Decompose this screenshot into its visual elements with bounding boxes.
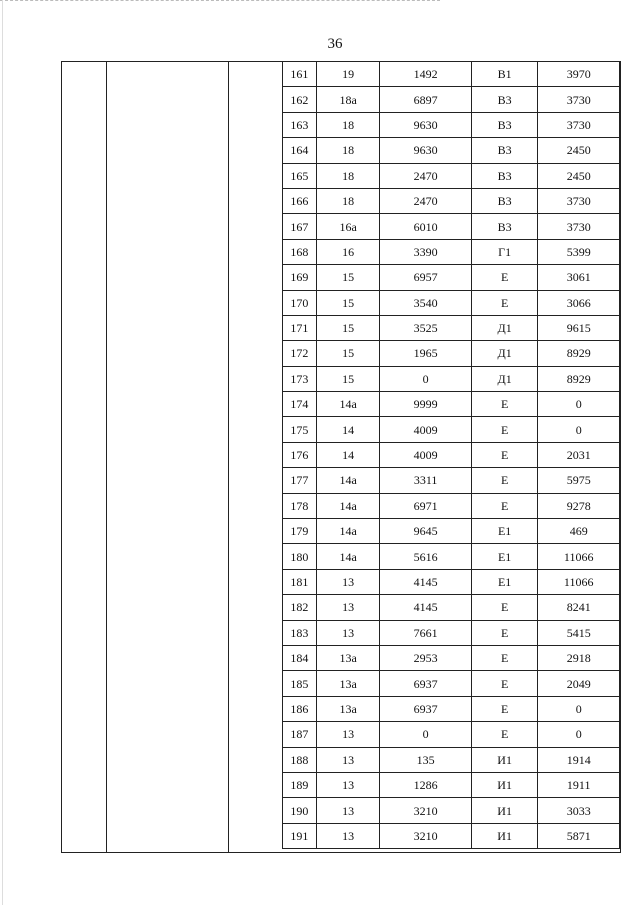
col-2-code: 15 xyxy=(316,366,380,391)
empty-column-divider-1 xyxy=(106,62,107,852)
col-4-category: Е xyxy=(471,671,538,696)
col-4-category: И1 xyxy=(471,798,538,823)
table-row xyxy=(283,163,620,188)
col-5-value: 0 xyxy=(538,722,620,747)
col-2-code: 13а xyxy=(316,696,380,721)
col-3-value: 9645 xyxy=(380,519,471,544)
row-number: 179 xyxy=(283,519,317,544)
scan-edge-top xyxy=(0,0,440,1)
col-5-value: 2918 xyxy=(538,645,620,670)
col-4-category: Е xyxy=(471,696,538,721)
row-number: 187 xyxy=(283,722,317,747)
col-2-code: 18а xyxy=(316,87,380,112)
col-3-value: 3540 xyxy=(380,290,471,315)
col-5-value: 3730 xyxy=(538,188,620,213)
col-3-value: 6971 xyxy=(380,493,471,518)
col-5-value: 0 xyxy=(538,392,620,417)
table-row xyxy=(283,823,620,848)
col-5-value: 3066 xyxy=(538,290,620,315)
col-2-code: 13 xyxy=(316,798,380,823)
table-row xyxy=(283,595,620,620)
col-5-value: 0 xyxy=(538,417,620,442)
table-row xyxy=(283,696,620,721)
col-2-code: 15 xyxy=(316,290,380,315)
col-3-value: 2470 xyxy=(380,188,471,213)
row-number: 165 xyxy=(283,163,317,188)
col-4-category: В3 xyxy=(471,112,538,137)
col-4-category: И1 xyxy=(471,747,538,772)
col-5-value: 2450 xyxy=(538,163,620,188)
table-frame xyxy=(61,61,621,853)
col-2-code: 18 xyxy=(316,188,380,213)
col-2-code: 14а xyxy=(316,544,380,569)
col-3-value: 1286 xyxy=(380,772,471,797)
col-4-category: Е xyxy=(471,417,538,442)
table-row xyxy=(283,798,620,823)
col-5-value: 5871 xyxy=(538,823,620,848)
col-3-value: 3525 xyxy=(380,315,471,340)
col-3-value: 3311 xyxy=(380,468,471,493)
row-number: 188 xyxy=(283,747,317,772)
table-row xyxy=(283,214,620,239)
row-number: 174 xyxy=(283,392,317,417)
col-3-value: 1492 xyxy=(380,62,471,87)
col-4-category: Е xyxy=(471,290,538,315)
col-2-code: 13 xyxy=(316,772,380,797)
col-3-value: 9999 xyxy=(380,392,471,417)
col-5-value: 9615 xyxy=(538,315,620,340)
row-number: 168 xyxy=(283,239,317,264)
table-row xyxy=(283,671,620,696)
row-number: 164 xyxy=(283,138,317,163)
row-number: 172 xyxy=(283,341,317,366)
col-4-category: Е xyxy=(471,722,538,747)
col-5-value: 3730 xyxy=(538,112,620,137)
col-5-value: 5415 xyxy=(538,620,620,645)
col-4-category: Е xyxy=(471,493,538,518)
col-2-code: 16а xyxy=(316,214,380,239)
row-number: 173 xyxy=(283,366,317,391)
table-row xyxy=(283,188,620,213)
row-number: 180 xyxy=(283,544,317,569)
col-2-code: 13 xyxy=(316,747,380,772)
col-3-value: 7661 xyxy=(380,620,471,645)
col-5-value: 469 xyxy=(538,519,620,544)
row-number: 176 xyxy=(283,442,317,467)
row-number: 161 xyxy=(283,62,317,87)
table-row xyxy=(283,468,620,493)
col-4-category: Е xyxy=(471,595,538,620)
col-2-code: 18 xyxy=(316,163,380,188)
col-4-category: В1 xyxy=(471,62,538,87)
col-4-category: Е1 xyxy=(471,519,538,544)
col-3-value: 3210 xyxy=(380,823,471,848)
col-2-code: 13 xyxy=(316,620,380,645)
col-2-code: 14 xyxy=(316,417,380,442)
table-row xyxy=(283,290,620,315)
col-4-category: В3 xyxy=(471,214,538,239)
col-4-category: Е xyxy=(471,468,538,493)
col-3-value: 5616 xyxy=(380,544,471,569)
col-4-category: Е1 xyxy=(471,569,538,594)
col-3-value: 4009 xyxy=(380,417,471,442)
table-row xyxy=(283,239,620,264)
col-4-category: В3 xyxy=(471,163,538,188)
col-4-category: В3 xyxy=(471,138,538,163)
table-row xyxy=(283,493,620,518)
col-4-category: Е xyxy=(471,620,538,645)
row-number: 177 xyxy=(283,468,317,493)
col-2-code: 14 xyxy=(316,442,380,467)
table-row xyxy=(283,747,620,772)
col-4-category: Д1 xyxy=(471,315,538,340)
col-4-category: Е xyxy=(471,645,538,670)
row-number: 170 xyxy=(283,290,317,315)
col-5-value: 2049 xyxy=(538,671,620,696)
col-5-value: 8929 xyxy=(538,366,620,391)
col-3-value: 3390 xyxy=(380,239,471,264)
col-3-value: 2953 xyxy=(380,645,471,670)
col-2-code: 15 xyxy=(316,341,380,366)
row-number: 184 xyxy=(283,645,317,670)
row-number: 191 xyxy=(283,823,317,848)
row-number: 189 xyxy=(283,772,317,797)
table-row xyxy=(283,62,620,87)
row-number: 190 xyxy=(283,798,317,823)
col-2-code: 14а xyxy=(316,468,380,493)
table-body xyxy=(283,62,620,849)
row-number: 182 xyxy=(283,595,317,620)
col-3-value: 135 xyxy=(380,747,471,772)
col-4-category: Г1 xyxy=(471,239,538,264)
col-4-category: Е xyxy=(471,392,538,417)
table-row xyxy=(283,442,620,467)
row-number: 181 xyxy=(283,569,317,594)
row-number: 175 xyxy=(283,417,317,442)
col-2-code: 14а xyxy=(316,392,380,417)
col-4-category: И1 xyxy=(471,772,538,797)
col-2-code: 13а xyxy=(316,671,380,696)
col-2-code: 13 xyxy=(316,569,380,594)
col-5-value: 3061 xyxy=(538,265,620,290)
col-4-category: Е1 xyxy=(471,544,538,569)
scan-edge-left xyxy=(2,0,3,905)
col-5-value: 2031 xyxy=(538,442,620,467)
col-2-code: 16 xyxy=(316,239,380,264)
table-row xyxy=(283,620,620,645)
row-number: 183 xyxy=(283,620,317,645)
col-5-value: 11066 xyxy=(538,569,620,594)
col-3-value: 6897 xyxy=(380,87,471,112)
col-3-value: 0 xyxy=(380,366,471,391)
table-row xyxy=(283,645,620,670)
col-5-value: 11066 xyxy=(538,544,620,569)
table-row xyxy=(283,112,620,137)
table-row xyxy=(283,315,620,340)
table-row xyxy=(283,87,620,112)
col-4-category: В3 xyxy=(471,188,538,213)
col-3-value: 3210 xyxy=(380,798,471,823)
col-5-value: 2450 xyxy=(538,138,620,163)
row-number: 178 xyxy=(283,493,317,518)
table-row xyxy=(283,138,620,163)
table-row xyxy=(283,265,620,290)
col-2-code: 14а xyxy=(316,519,380,544)
col-2-code: 13 xyxy=(316,595,380,620)
col-3-value: 9630 xyxy=(380,138,471,163)
col-2-code: 15 xyxy=(316,315,380,340)
col-3-value: 4145 xyxy=(380,595,471,620)
col-2-code: 13 xyxy=(316,722,380,747)
col-5-value: 8241 xyxy=(538,595,620,620)
col-5-value: 3730 xyxy=(538,87,620,112)
table-row xyxy=(283,341,620,366)
table-row xyxy=(283,544,620,569)
row-number: 166 xyxy=(283,188,317,213)
col-5-value: 1914 xyxy=(538,747,620,772)
table-row xyxy=(283,392,620,417)
col-4-category: Д1 xyxy=(471,341,538,366)
col-4-category: Е xyxy=(471,442,538,467)
row-number: 171 xyxy=(283,315,317,340)
row-number: 163 xyxy=(283,112,317,137)
col-3-value: 6957 xyxy=(380,265,471,290)
col-4-category: Е xyxy=(471,265,538,290)
col-3-value: 4009 xyxy=(380,442,471,467)
col-5-value: 3033 xyxy=(538,798,620,823)
col-3-value: 4145 xyxy=(380,569,471,594)
row-number: 167 xyxy=(283,214,317,239)
col-2-code: 15 xyxy=(316,265,380,290)
row-number: 162 xyxy=(283,87,317,112)
col-4-category: Д1 xyxy=(471,366,538,391)
col-2-code: 13 xyxy=(316,823,380,848)
row-number: 186 xyxy=(283,696,317,721)
table-row xyxy=(283,519,620,544)
col-5-value: 8929 xyxy=(538,341,620,366)
empty-column-divider-2 xyxy=(228,62,229,852)
table-row xyxy=(283,772,620,797)
col-3-value: 1965 xyxy=(380,341,471,366)
col-5-value: 0 xyxy=(538,696,620,721)
data-table xyxy=(282,61,620,849)
col-5-value: 5975 xyxy=(538,468,620,493)
col-2-code: 18 xyxy=(316,112,380,137)
col-2-code: 19 xyxy=(316,62,380,87)
col-4-category: И1 xyxy=(471,823,538,848)
col-4-category: В3 xyxy=(471,87,538,112)
col-2-code: 18 xyxy=(316,138,380,163)
row-number: 169 xyxy=(283,265,317,290)
col-3-value: 9630 xyxy=(380,112,471,137)
row-number: 185 xyxy=(283,671,317,696)
col-3-value: 6010 xyxy=(380,214,471,239)
col-5-value: 3970 xyxy=(538,62,620,87)
col-3-value: 6937 xyxy=(380,696,471,721)
col-5-value: 9278 xyxy=(538,493,620,518)
col-5-value: 3730 xyxy=(538,214,620,239)
col-5-value: 1911 xyxy=(538,772,620,797)
col-3-value: 6937 xyxy=(380,671,471,696)
col-2-code: 13а xyxy=(316,645,380,670)
col-2-code: 14а xyxy=(316,493,380,518)
table-row xyxy=(283,569,620,594)
col-5-value: 5399 xyxy=(538,239,620,264)
col-3-value: 2470 xyxy=(380,163,471,188)
table-row xyxy=(283,417,620,442)
table-row xyxy=(283,722,620,747)
page-number: 36 xyxy=(327,36,343,52)
table-row xyxy=(283,366,620,391)
col-3-value: 0 xyxy=(380,722,471,747)
